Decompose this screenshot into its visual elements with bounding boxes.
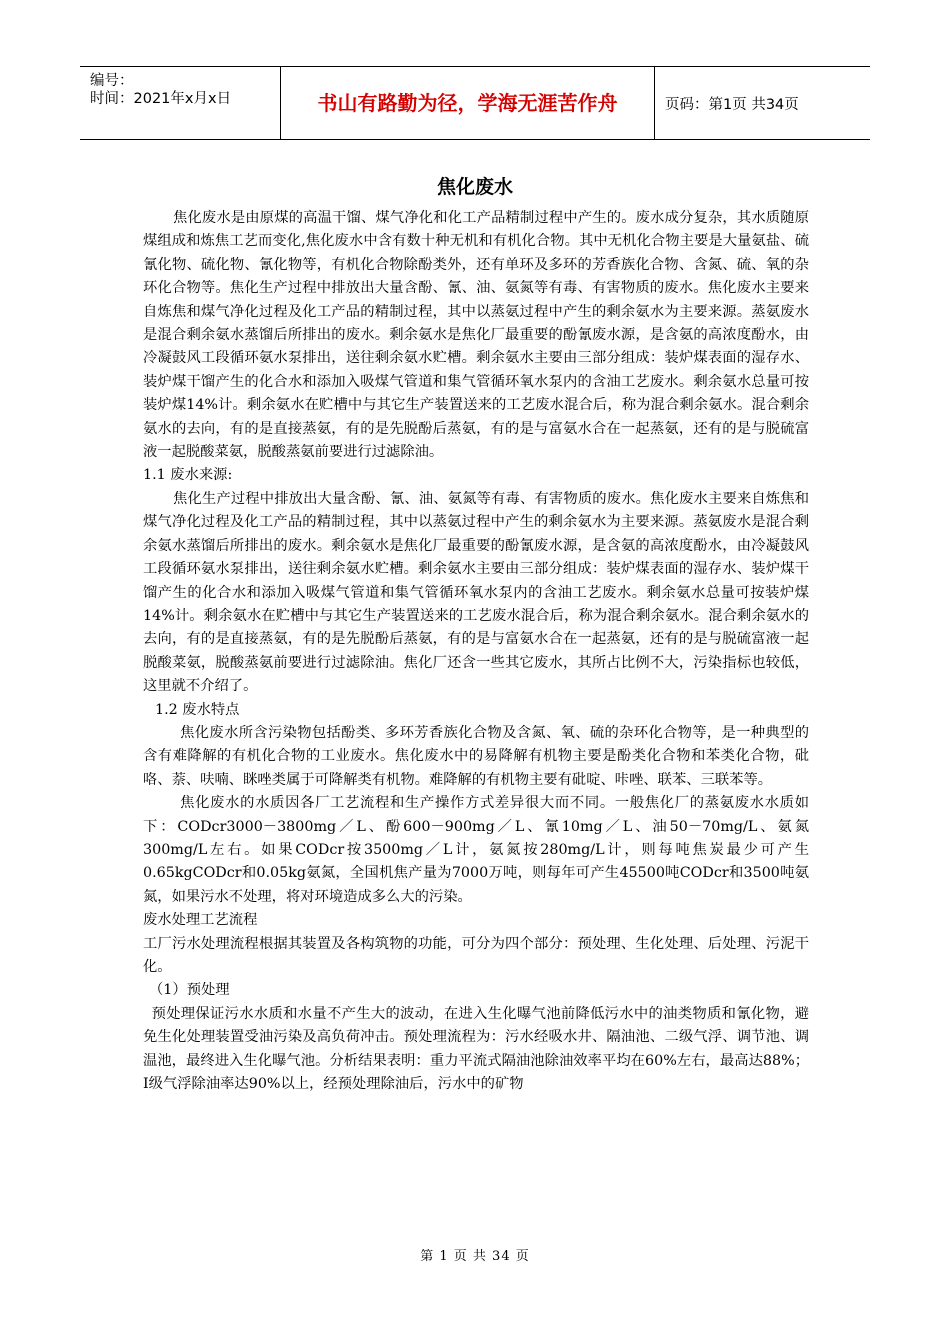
page-header	[80, 66, 870, 140]
paragraph-process-overview: 工厂污水处理流程根据其装置及各构筑物的功能，可分为四个部分：预处理、生化处理、后处理、污泥干化。	[143, 935, 809, 975]
paragraph-intro: 焦化废水是由原煤的高温干馏、煤气净化和化工产品精制过程中产生的。废水成分复杂，其水质随原煤组成和炼焦工艺而变化,焦化废水中含有数十种无机和有机化合物。其中无机化合物主要是大量氨盐、硫氰化物、硫化物、氰化物等，有机化合物除酚类外，还有单环及多环的芳香族化合物、含氮、硫、氧的杂环化合物等。焦化生产过程中排放出大量含酚、氰、油、氨氮等有毒、有害物质的废水。焦化废水主要来自炼焦和煤气净化过程及化工产品的精制过程，其中以蒸氨过程中产生的剩余氨水为主要来源。蒸氨废水是混合剩余氨水蒸馏后所排出的废水。剩余氨水是焦化厂最重要的酚氰废水源，是含氨的高浓度酚水，由冷凝鼓风工段循环氨水泵排出，送往剩余氨水贮槽。剩余氨水主要由三部分组成：装炉煤表面的湿存水、装炉煤干馏产生的化合水和添加入吸煤气管道和集气管循环氧水泵内的含油工艺废水。剩余氨水总量可按装炉煤14%计。剩余氨水在贮槽中与其它生产装置送来的工艺废水混合后，称为混合剩余氨水。混合剩余氨水的去向，有的是直接蒸氨，有的是先脱酚后蒸氨，有的是与富氨水合在一起蒸氨，还有的是与脱硫富液一起脱酸菜氨，脱酸蒸氨前要进行过滤除油。	[143, 210, 809, 461]
header-page-number: 页码：第1页 共34页	[665, 97, 799, 113]
paragraph-source: 焦化生产过程中排放出大量含酚、氰、油、氨氮等有毒、有害物质的废水。焦化废水主要来自炼焦和煤气净化过程及化工产品的精制过程，其中以蒸氨过程中产生的剩余氨水为主要来源。蒸氨废水是混合剩余氨水蒸馏后所排出的废水。剩余氨水是焦化厂最重要的酚氰废水源，是含氨的高浓度酚水，由冷凝鼓风工段循环氨水泵排出，送往剩余氨水贮槽。剩余氨水主要由三部分组成：装炉煤表面的湿存水、装炉煤干馏产生的化合水和添加入吸煤气管道和集气管循环氧水泵内的含油工艺废水。剩余氨水总量可按装炉煤14%计。剩余氨水在贮槽中与其它生产装置送来的工艺废水混合后，称为混合剩余氨水。混合剩余氨水的去向，有的是直接蒸氨，有的是先脱酚后蒸氨，有的是与富氨水合在一起蒸氨，还有的是与脱硫富液一起脱酸菜氨，脱酸蒸氨前要进行过滤除油。焦化厂还含一些其它废水，其所占比例不大，污染指标也较低，这里就不介绍了。	[143, 490, 809, 695]
header-motto: 书山有路勤为径，学海无涯苦作舟	[281, 67, 655, 139]
header-meta	[80, 67, 281, 139]
paragraph-characteristics: 焦化废水所含污染物包括酚类、多环芳香族化合物及含氮、氧、硫的杂环化合物等，是一种典型的含有难降解的有机化合物的工业废水。焦化废水中的易降解有机物主要是酚类化合物和苯类化合物，砒咯、萘、呋喃、眯唑类属于可降解类有机物。难降解的有机物主要有砒啶、咔唑、联苯、三联苯等。	[143, 724, 809, 788]
document-body	[143, 207, 809, 1096]
section-heading-pretreatment: （1）预处理	[149, 982, 230, 999]
document-title: 焦化废水	[436, 176, 513, 198]
document-number-label: 编号：	[90, 73, 134, 89]
section-heading-1-2: 1.2 废水特点	[155, 701, 240, 718]
section-heading-process: 废水处理工艺流程	[143, 912, 258, 929]
section-heading-1-1: 1.1 废水来源:	[143, 467, 233, 484]
paragraph-water-quality: 焦化废水的水质因各厂工艺流程和生产操作方式差异很大而不同。一般焦化厂的蒸氨废水水质如下：CODcr3000－3800mg／L、酚600－900mg／L、氰10mg／L、油50－70mg/L、氨氮300mg/L左右。如果CODcr按3500mg／L计，氨氮按280mg/L计，则每吨焦炭最少可产生0.65kgCODcr和0.05kg氨氮，全国机焦产量为7000万吨，则每年可产生45500吨CODcr和3500吨氨氮，如果污水不处理，将对环境造成多么大的污染。	[143, 795, 809, 905]
document-date: 时间：2021年x月x日	[90, 91, 232, 107]
paragraph-pretreatment: 预处理保证污水水质和水量不产生大的波动，在进入生化曝气池前降低污水中的油类物质和氰化物，避免生化处理装置受油污染及高负荷冲击。预处理流程为：污水经吸水井、隔油池、二级气浮、调节池、调温池，最终进入生化曝气池。分析结果表明：重力平流式隔油池除油效率平均在60%左右，最高达88%；Ⅰ级气浮除油率达90%以上，经预处理除油后，污水中的矿物	[143, 1005, 809, 1093]
page-footer: 第 1 页 共 34 页	[420, 1249, 530, 1264]
